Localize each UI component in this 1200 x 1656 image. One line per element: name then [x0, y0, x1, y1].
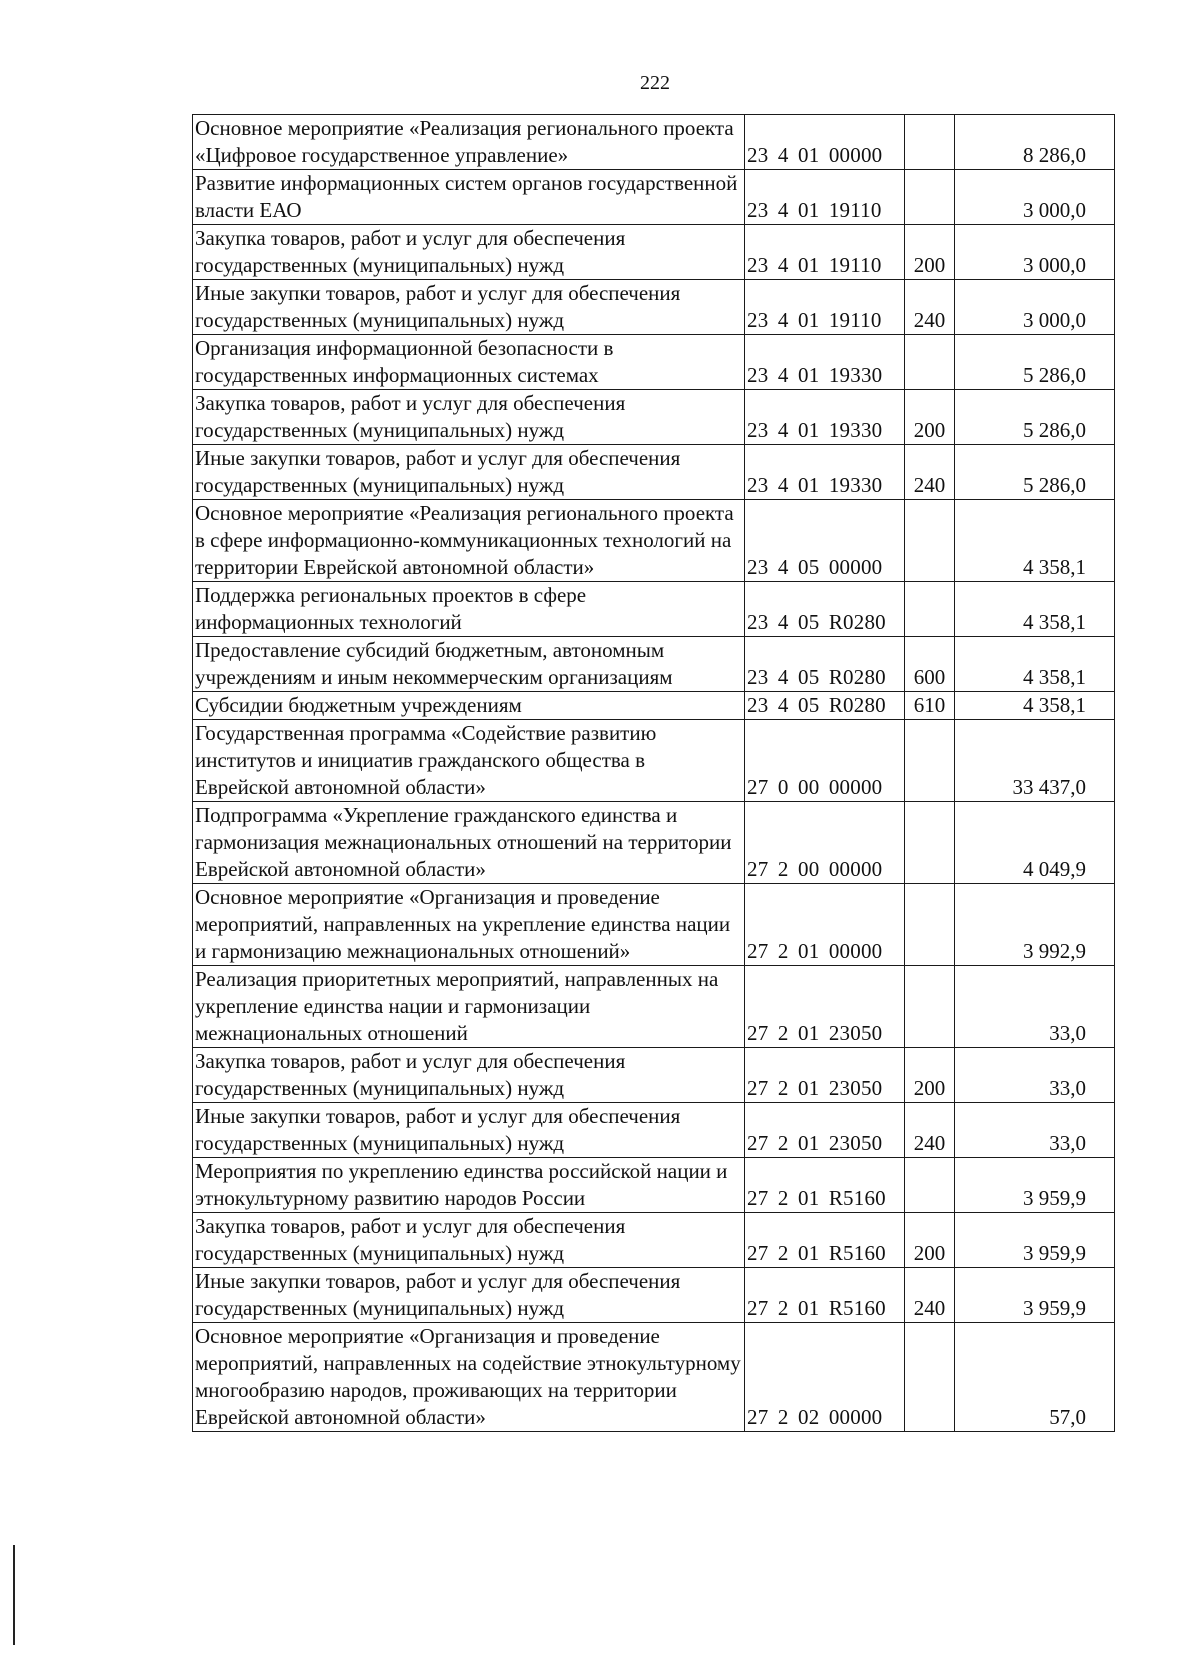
- row-amount: 3 959,9: [955, 1213, 1115, 1268]
- row-code: 23 4 05 R0280: [745, 637, 905, 692]
- row-code: 23 4 05 R0280: [745, 582, 905, 637]
- table-row: [193, 390, 1115, 445]
- budget-table: [192, 114, 1115, 1432]
- row-expense-type: 240: [905, 280, 955, 335]
- row-expense-type: 240: [905, 445, 955, 500]
- row-name: Субсидии бюджетным учреждениям: [193, 692, 745, 720]
- row-expense-type: 600: [905, 637, 955, 692]
- row-expense-type: [905, 582, 955, 637]
- row-name: Закупка товаров, работ и услуг для обеспечения государственных (муниципальных) нужд: [193, 390, 745, 445]
- table-row: [193, 720, 1115, 802]
- table-row: [193, 1323, 1115, 1432]
- row-name: Основное мероприятие «Организация и проведение мероприятий, направленных на укрепление единства нации и гармонизацию межнациональных отношений»: [193, 884, 745, 966]
- row-code: 27 2 00 00000: [745, 802, 905, 884]
- row-code: 23 4 01 19110: [745, 225, 905, 280]
- row-code: 23 4 01 00000: [745, 115, 905, 170]
- row-expense-type: 200: [905, 1048, 955, 1103]
- table-row: [193, 1048, 1115, 1103]
- row-expense-type: 610: [905, 692, 955, 720]
- row-expense-type: [905, 170, 955, 225]
- row-amount: 5 286,0: [955, 390, 1115, 445]
- table-row: [193, 692, 1115, 720]
- row-amount: 3 000,0: [955, 280, 1115, 335]
- row-expense-type: [905, 884, 955, 966]
- row-code: 23 4 05 R0280: [745, 692, 905, 720]
- row-expense-type: 200: [905, 390, 955, 445]
- table-row: [193, 637, 1115, 692]
- row-name: Мероприятия по укреплению единства российской нации и этнокультурному развитию народов России: [193, 1158, 745, 1213]
- row-expense-type: [905, 720, 955, 802]
- row-code: 27 2 01 23050: [745, 1103, 905, 1158]
- row-name: Развитие информационных систем органов государственной власти ЕАО: [193, 170, 745, 225]
- row-name: Основное мероприятие «Организация и проведение мероприятий, направленных на содействие этнокультурному многообразию народов, проживающих на территории Еврейской автономной области»: [193, 1323, 745, 1432]
- row-amount: 3 000,0: [955, 170, 1115, 225]
- row-name: Предоставление субсидий бюджетным, автономным учреждениям и иным некоммерческим организациям: [193, 637, 745, 692]
- row-amount: 33,0: [955, 1103, 1115, 1158]
- table-row: [193, 500, 1115, 582]
- row-amount: 33,0: [955, 966, 1115, 1048]
- table-row: [193, 280, 1115, 335]
- row-code: 23 4 01 19110: [745, 170, 905, 225]
- row-name: Основное мероприятие «Реализация регионального проекта в сфере информационно-коммуникационных технологий на территории Еврейской автономной области»: [193, 500, 745, 582]
- row-amount: 5 286,0: [955, 445, 1115, 500]
- row-code: 23 4 01 19330: [745, 445, 905, 500]
- row-name: Закупка товаров, работ и услуг для обеспечения государственных (муниципальных) нужд: [193, 225, 745, 280]
- table-row: [193, 335, 1115, 390]
- row-expense-type: 240: [905, 1103, 955, 1158]
- row-name: Иные закупки товаров, работ и услуг для обеспечения государственных (муниципальных) нужд: [193, 1268, 745, 1323]
- row-amount: 4 049,9: [955, 802, 1115, 884]
- row-amount: 3 959,9: [955, 1158, 1115, 1213]
- row-amount: 5 286,0: [955, 335, 1115, 390]
- table-row: [193, 1103, 1115, 1158]
- row-name: Иные закупки товаров, работ и услуг для обеспечения государственных (муниципальных) нужд: [193, 445, 745, 500]
- row-amount: 33,0: [955, 1048, 1115, 1103]
- row-code: 23 4 01 19110: [745, 280, 905, 335]
- row-expense-type: [905, 500, 955, 582]
- row-code: 27 2 01 R5160: [745, 1268, 905, 1323]
- table-row: [193, 582, 1115, 637]
- table-row: [193, 1158, 1115, 1213]
- row-code: 27 2 02 00000: [745, 1323, 905, 1432]
- row-amount: 4 358,1: [955, 500, 1115, 582]
- row-code: 23 4 01 19330: [745, 390, 905, 445]
- row-code: 27 2 01 00000: [745, 884, 905, 966]
- row-code: 27 2 01 R5160: [745, 1158, 905, 1213]
- page-number: 222: [640, 72, 670, 94]
- table-row: [193, 966, 1115, 1048]
- row-name: Иные закупки товаров, работ и услуг для обеспечения государственных (муниципальных) нужд: [193, 280, 745, 335]
- table-row: [193, 802, 1115, 884]
- table-row: [193, 1213, 1115, 1268]
- row-code: 27 2 01 R5160: [745, 1213, 905, 1268]
- row-name: Государственная программа «Содействие развитию институтов и инициатив гражданского общества в Еврейской автономной области»: [193, 720, 745, 802]
- row-code: 23 4 01 19330: [745, 335, 905, 390]
- row-amount: 4 358,1: [955, 582, 1115, 637]
- table-row: [193, 225, 1115, 280]
- row-expense-type: [905, 966, 955, 1048]
- row-expense-type: 200: [905, 1213, 955, 1268]
- row-code: 27 2 01 23050: [745, 1048, 905, 1103]
- table-row: [193, 1268, 1115, 1323]
- row-amount: 4 358,1: [955, 692, 1115, 720]
- row-amount: 3 992,9: [955, 884, 1115, 966]
- binding-margin-line: [13, 1545, 15, 1645]
- row-expense-type: 200: [905, 225, 955, 280]
- row-name: Основное мероприятие «Реализация регионального проекта «Цифровое государственное управление»: [193, 115, 745, 170]
- row-expense-type: [905, 335, 955, 390]
- row-name: Закупка товаров, работ и услуг для обеспечения государственных (муниципальных) нужд: [193, 1213, 745, 1268]
- row-expense-type: [905, 1323, 955, 1432]
- row-expense-type: [905, 802, 955, 884]
- row-expense-type: [905, 1158, 955, 1213]
- table-row: [193, 884, 1115, 966]
- row-amount: 33 437,0: [955, 720, 1115, 802]
- row-name: Поддержка региональных проектов в сфере информационных технологий: [193, 582, 745, 637]
- row-code: 23 4 05 00000: [745, 500, 905, 582]
- row-amount: 3 959,9: [955, 1268, 1115, 1323]
- row-code: 27 0 00 00000: [745, 720, 905, 802]
- row-name: Закупка товаров, работ и услуг для обеспечения государственных (муниципальных) нужд: [193, 1048, 745, 1103]
- row-code: 27 2 01 23050: [745, 966, 905, 1048]
- row-amount: 4 358,1: [955, 637, 1115, 692]
- row-amount: 8 286,0: [955, 115, 1115, 170]
- row-name: Подпрограмма «Укрепление гражданского единства и гармонизация межнациональных отношений на территории Еврейской автономной области»: [193, 802, 745, 884]
- row-name: Иные закупки товаров, работ и услуг для обеспечения государственных (муниципальных) нужд: [193, 1103, 745, 1158]
- row-name: Организация информационной безопасности в государственных информационных системах: [193, 335, 745, 390]
- table-row: [193, 170, 1115, 225]
- row-amount: 3 000,0: [955, 225, 1115, 280]
- table-row: [193, 115, 1115, 170]
- row-amount: 57,0: [955, 1323, 1115, 1432]
- budget-table-body: [193, 115, 1115, 1432]
- table-row: [193, 445, 1115, 500]
- row-expense-type: 240: [905, 1268, 955, 1323]
- row-name: Реализация приоритетных мероприятий, направленных на укрепление единства нации и гармонизации межнациональных отношений: [193, 966, 745, 1048]
- row-expense-type: [905, 115, 955, 170]
